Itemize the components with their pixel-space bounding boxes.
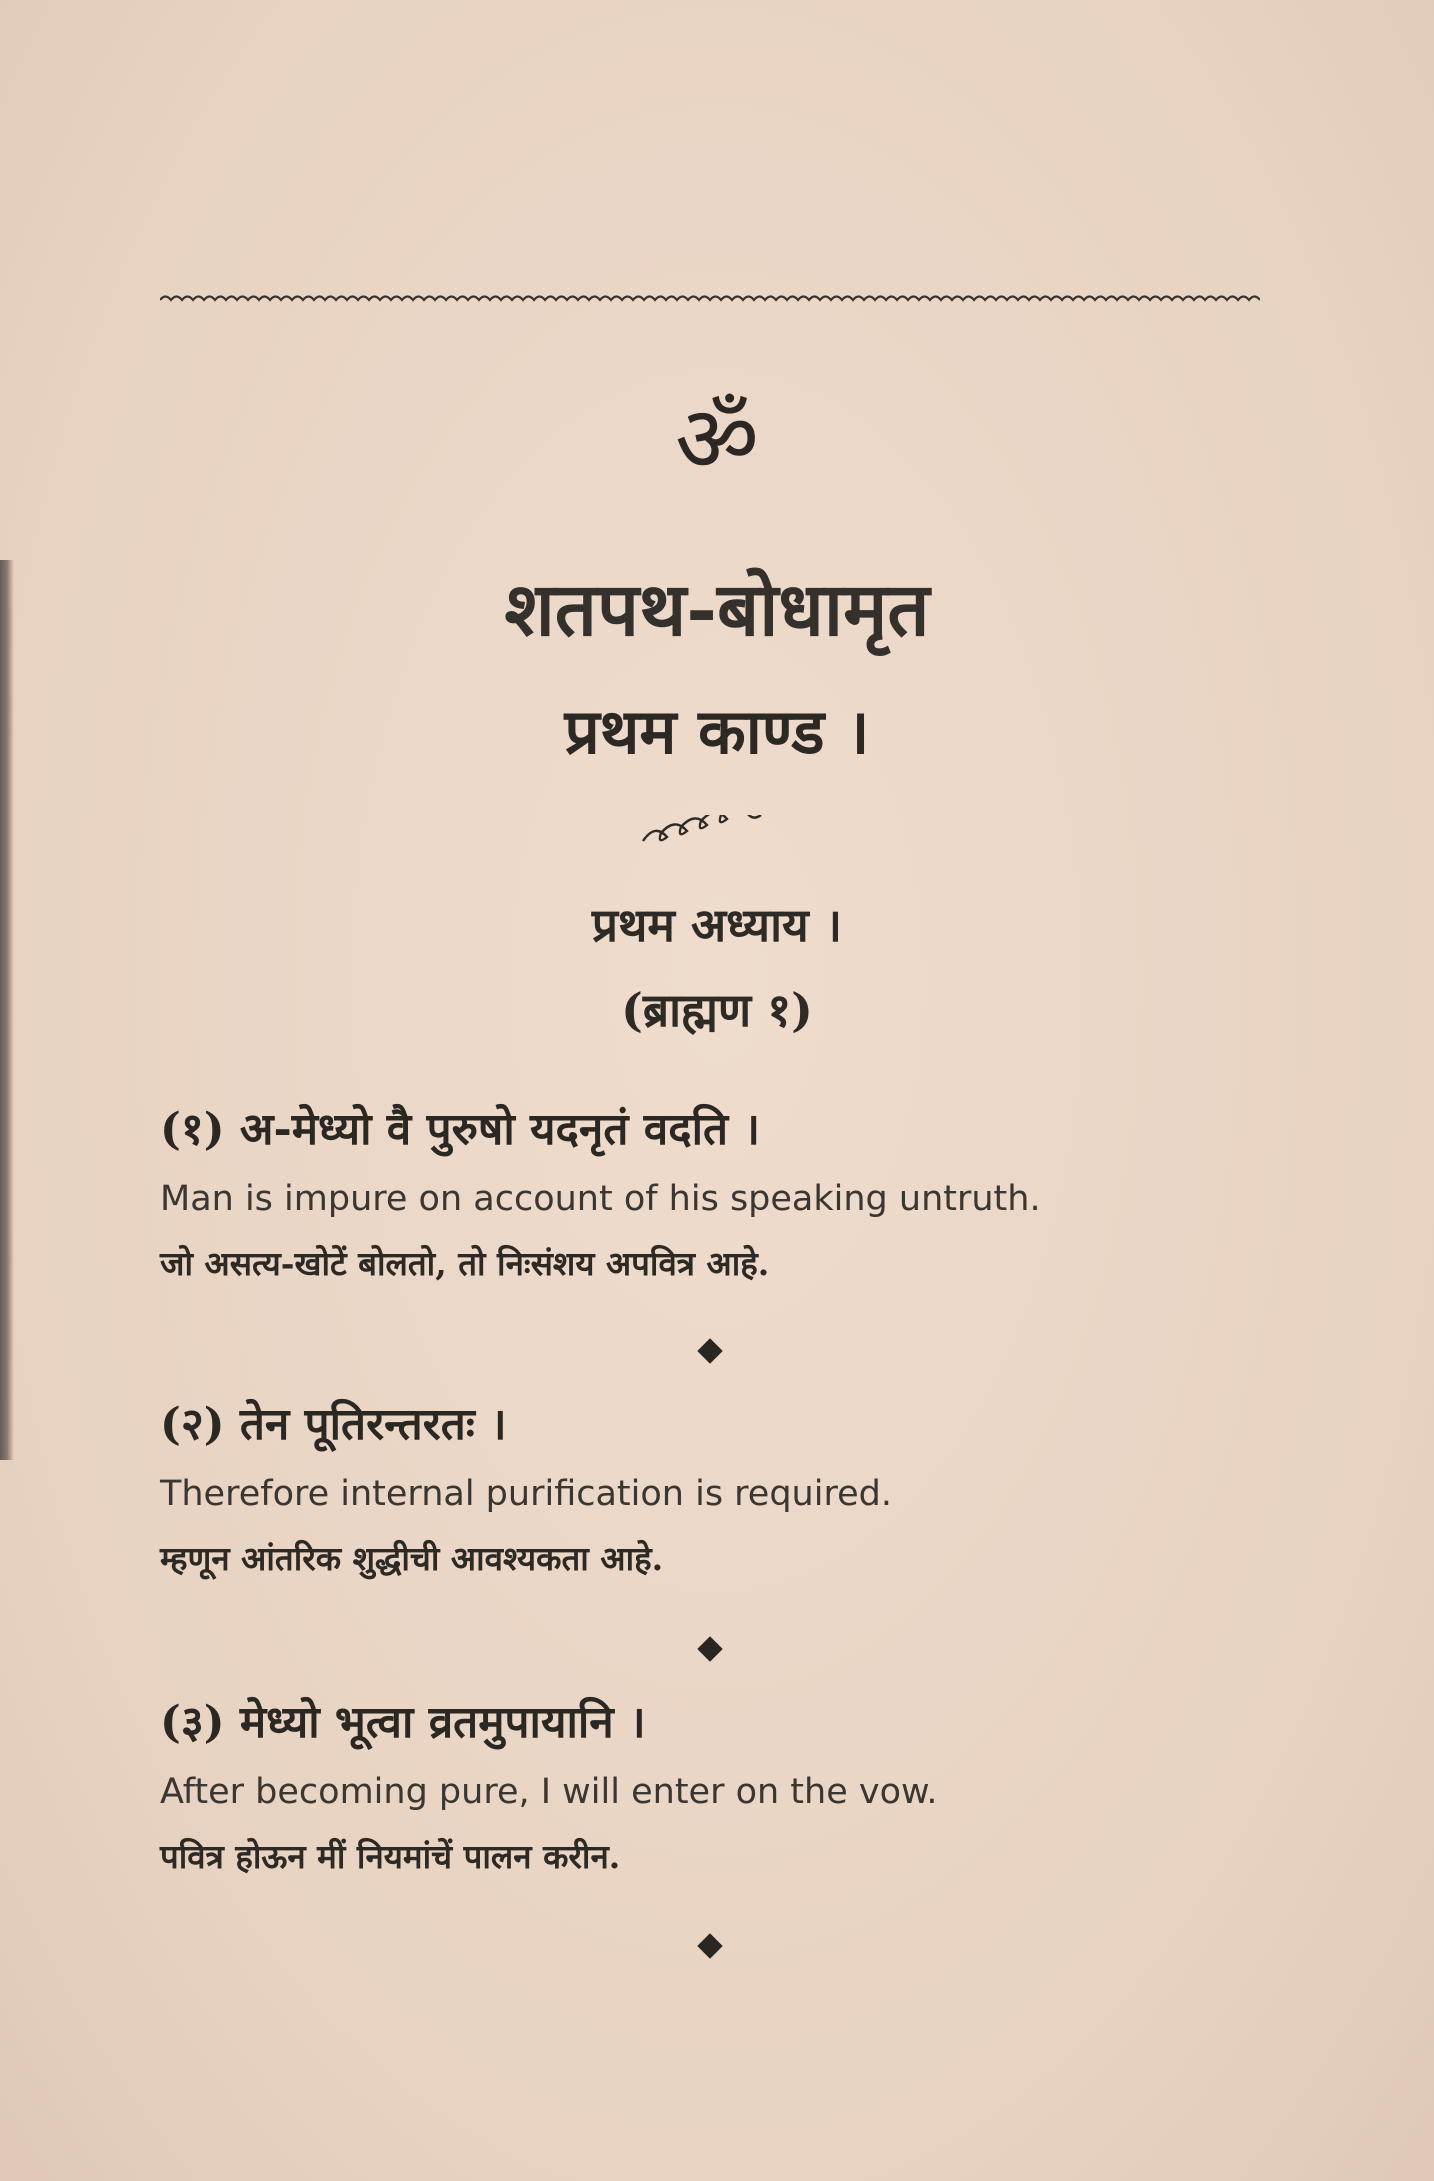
flourish-ornament <box>637 815 797 855</box>
verse-sanskrit: (२) तेन पूतिरन्तरतः । <box>160 1399 507 1450</box>
verse-sanskrit: (१) अ-मेध्यो वै पुरुषो यदनृतं वदति । <box>160 1104 761 1155</box>
verse-english: After becoming pure, I will enter on the vow. <box>160 1772 938 1812</box>
om-symbol: ॐ <box>675 386 759 493</box>
diamond-separator <box>697 1933 722 1958</box>
diamond-separator <box>697 1636 722 1661</box>
verse-marathi: पवित्र होऊन मीं नियमांचें पालन करीन. <box>160 1837 621 1876</box>
verse-english: Man is impure on account of his speaking untruth. <box>160 1179 1041 1219</box>
verse-3 <box>160 1693 1310 1881</box>
kanda-heading: प्रथम काण्ड । <box>564 695 870 768</box>
verse-english: Therefore internal purification is required. <box>160 1474 892 1514</box>
page-title: शतपथ-बोधामृत <box>504 567 930 653</box>
verse-1 <box>160 1100 1310 1288</box>
verse-marathi: जो असत्य-खोटें बोलतो, तो निःसंशय अपवित्र आहे. <box>160 1244 770 1283</box>
verse-sanskrit: (३) मेध्यो भूत्वा व्रतमुपायानि । <box>160 1697 646 1748</box>
diamond-separator <box>697 1338 722 1363</box>
verse-marathi: म्हणून आंतरिक शुद्धीची आवश्यकता आहे. <box>160 1539 664 1578</box>
adhyaya-heading: प्रथम अध्याय । <box>591 898 843 952</box>
brahmana-heading: (ब्राह्मण १) <box>621 983 813 1037</box>
verse-2 <box>160 1395 1310 1583</box>
wavy-rule-divider <box>160 280 1260 320</box>
